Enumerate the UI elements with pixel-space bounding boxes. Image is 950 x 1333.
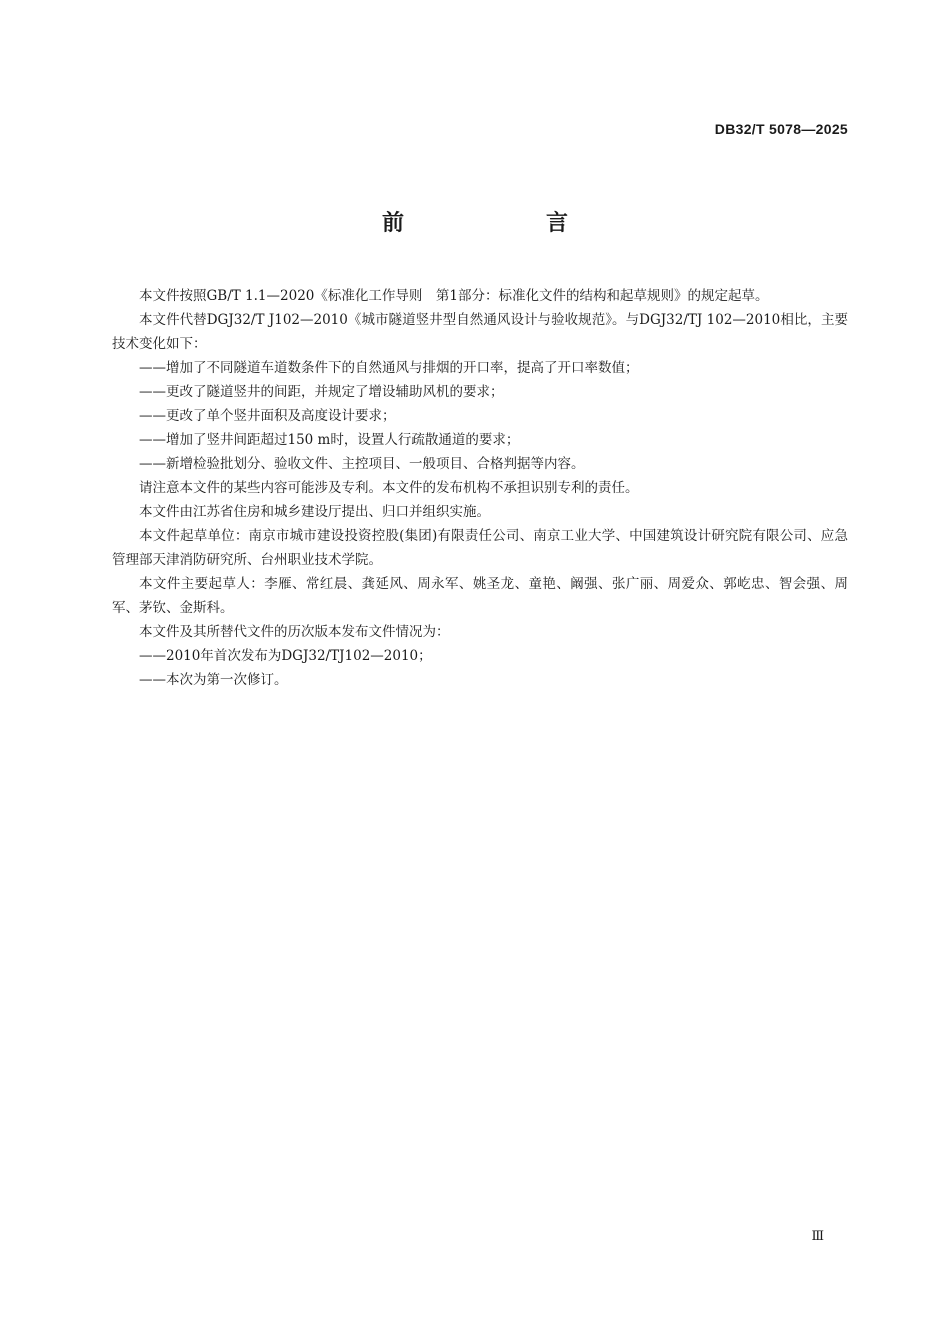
change-item: ——增加了竖井间距超过150 m时，设置人行疏散通道的要求； <box>139 432 520 448</box>
change-item: ——增加了不同隧道车道数条件下的自然通风与排烟的开口率，提高了开口率数值； <box>139 360 639 376</box>
paragraph-drafters: 本文件主要起草人：李雁、常红晨、龚延风、周永军、姚圣龙、童艳、阚强、张广丽、周爱众、郭屹忠、智会强、周军、茅钦、金斯科。 <box>112 576 848 616</box>
paragraph-drafting-units: 本文件起草单位：南京市城市建设投资控股(集团)有限责任公司、南京工业大学、中国建筑设计研究院有限公司、应急管理部天津消防研究所、台州职业技术学院。 <box>112 528 848 568</box>
history-item: ——2010年首次发布为DGJ32/TJ102—2010； <box>139 648 432 664</box>
paragraph-patent-note: 请注意本文件的某些内容可能涉及专利。本文件的发布机构不承担识别专利的责任。 <box>139 480 639 496</box>
page-title: 前 言 <box>381 211 628 236</box>
change-item: ——新增检验批划分、验收文件、主控项目、一般项目、合格判据等内容。 <box>139 456 585 472</box>
paragraph-replacement: 本文件代替DGJ32/T J102—2010《城市隧道竖井型自然通风设计与验收规范》。与DGJ32/TJ 102—2010相比，主要技术变化如下： <box>112 312 848 352</box>
page-number: Ⅲ <box>811 1229 824 1244</box>
standard-code: DB32/T 5078—2025 <box>714 121 848 137</box>
paragraph-basis: 本文件按照GB/T 1.1—2020《标准化工作导则 第1部分：标准化文件的结构和起草规则》的规定起草。 <box>139 288 769 304</box>
change-item: ——更改了单个竖井面积及高度设计要求； <box>139 408 396 424</box>
paragraph-proposer: 本文件由江苏省住房和城乡建设厅提出、归口并组织实施。 <box>139 504 490 520</box>
foreword-body <box>112 284 848 692</box>
change-item: ——更改了隧道竖井的间距，并规定了增设辅助风机的要求； <box>139 384 504 400</box>
paragraph-history-intro: 本文件及其所替代文件的历次版本发布文件情况为： <box>139 624 450 640</box>
history-item: ——本次为第一次修订。 <box>139 672 288 688</box>
